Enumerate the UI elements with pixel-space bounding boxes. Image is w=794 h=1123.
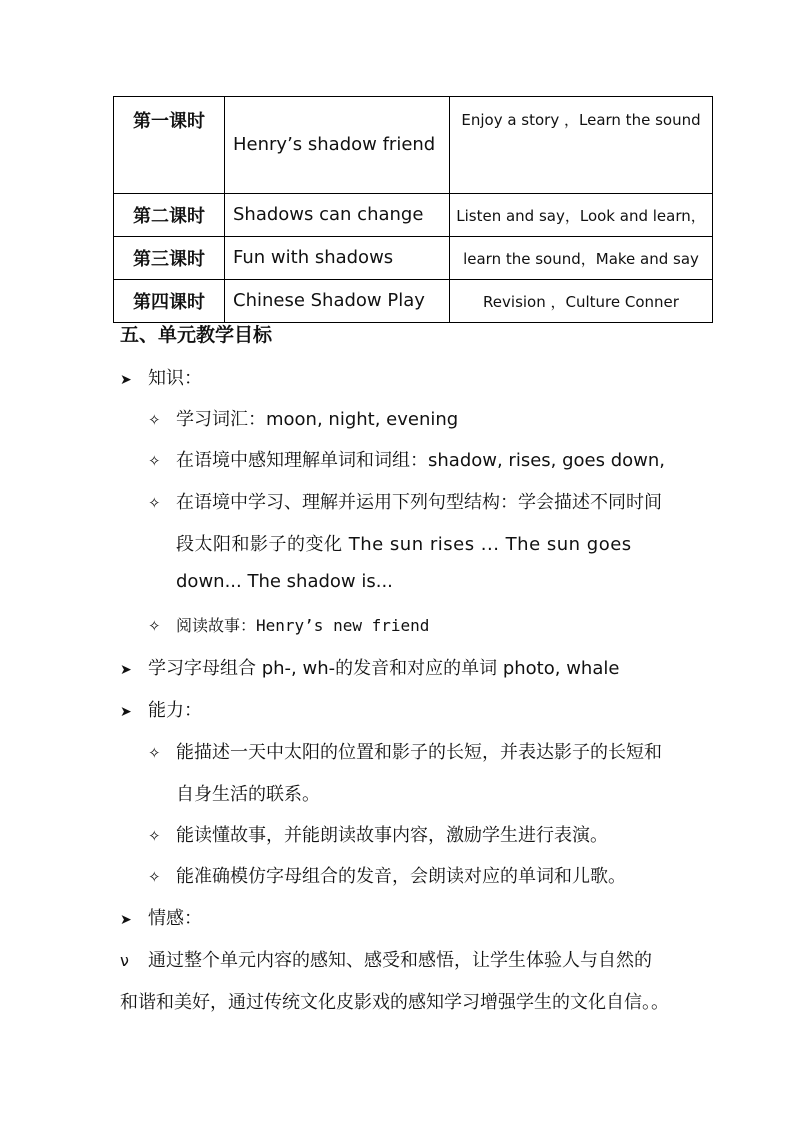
knowledge-subitem	[148, 488, 662, 514]
knowledge-label: 知识：	[148, 368, 202, 389]
ability-text: 能准确模仿字母组合的发音，会朗读对应的单词和儿歌。	[176, 866, 626, 887]
lesson-table	[113, 96, 713, 323]
knowledge-subitem	[148, 613, 429, 636]
period-cell: 第二课时	[114, 194, 225, 237]
phonics-item	[120, 654, 619, 680]
table-row	[114, 237, 713, 280]
title-cell: Chinese Shadow Play	[225, 280, 450, 323]
activities-cell: Revision ，Culture Conner	[450, 280, 713, 323]
knowledge-text: 在语境中学习、理解并运用下列句型结构：学会描述不同时间	[176, 492, 662, 513]
knowledge-text: 学习词汇：moon, night, evening	[176, 409, 459, 430]
diamond-bullet-icon: ✧	[148, 494, 161, 512]
activities-cell: Enjoy a story ，Learn the sound	[450, 97, 713, 194]
table-row	[114, 280, 713, 323]
diamond-bullet-icon: ✧	[148, 827, 161, 845]
diamond-bullet-icon: ✧	[148, 411, 161, 429]
ability-subitem	[148, 738, 662, 764]
title-cell: Fun with shadows	[225, 237, 450, 280]
ability-subitem	[148, 821, 608, 847]
section-heading: 五、单元教学目标	[120, 324, 273, 346]
emotion-label: 情感：	[148, 908, 202, 929]
emotion-item	[120, 904, 202, 930]
activities-cell: learn the sound，Make and say	[450, 237, 713, 280]
diamond-bullet-icon: ✧	[148, 617, 161, 635]
title-cell: Henry’s shadow friend	[225, 97, 450, 194]
knowledge-continuation: down... The shadow is...	[176, 571, 393, 592]
ability-continuation: 自身生活的联系。	[176, 784, 320, 805]
table-row	[114, 97, 713, 194]
period-cell: 第三课时	[114, 237, 225, 280]
knowledge-continuation: 段太阳和影子的变化 The sun rises ... The sun goes	[176, 534, 632, 555]
period-cell: 第一课时	[114, 97, 225, 194]
diamond-bullet-icon: ✧	[148, 744, 161, 762]
v-bullet-icon: ν	[120, 951, 129, 970]
table-row	[114, 194, 713, 237]
ability-label: 能力：	[148, 700, 202, 721]
diamond-bullet-icon: ✧	[148, 452, 161, 470]
knowledge-item	[120, 364, 202, 390]
diamond-bullet-icon: ✧	[148, 868, 161, 886]
arrow-bullet-icon: ➤	[120, 662, 132, 678]
ability-subitem	[148, 862, 626, 888]
activities-cell: Listen and say，Look and learn，	[450, 194, 713, 237]
emotion-line: 通过整个单元内容的感知、感受和感悟，让学生体验人与自然的	[148, 950, 652, 971]
ability-text: 能读懂故事，并能朗读故事内容，激励学生进行表演。	[176, 825, 608, 846]
emotion-line: 和谐和美好，通过传统文化皮影戏的感知学习增强学生的文化自信。。	[120, 992, 669, 1013]
arrow-bullet-icon: ➤	[120, 372, 132, 388]
arrow-bullet-icon: ➤	[120, 912, 132, 928]
ability-item	[120, 696, 202, 722]
arrow-bullet-icon: ➤	[120, 704, 132, 720]
knowledge-text: 阅读故事：Henry’s new friend	[176, 616, 430, 635]
knowledge-subitem	[148, 405, 458, 431]
period-cell: 第四课时	[114, 280, 225, 323]
emotion-text	[120, 946, 652, 972]
knowledge-subitem	[148, 446, 665, 472]
ability-text: 能描述一天中太阳的位置和影子的长短，并表达影子的长短和	[176, 742, 662, 763]
phonics-text: 学习字母组合 ph-, wh-的发音和对应的单词 photo, whale	[148, 658, 620, 679]
title-cell: Shadows can change	[225, 194, 450, 237]
knowledge-text: 在语境中感知理解单词和词组：shadow, rises, goes down,	[176, 450, 665, 471]
